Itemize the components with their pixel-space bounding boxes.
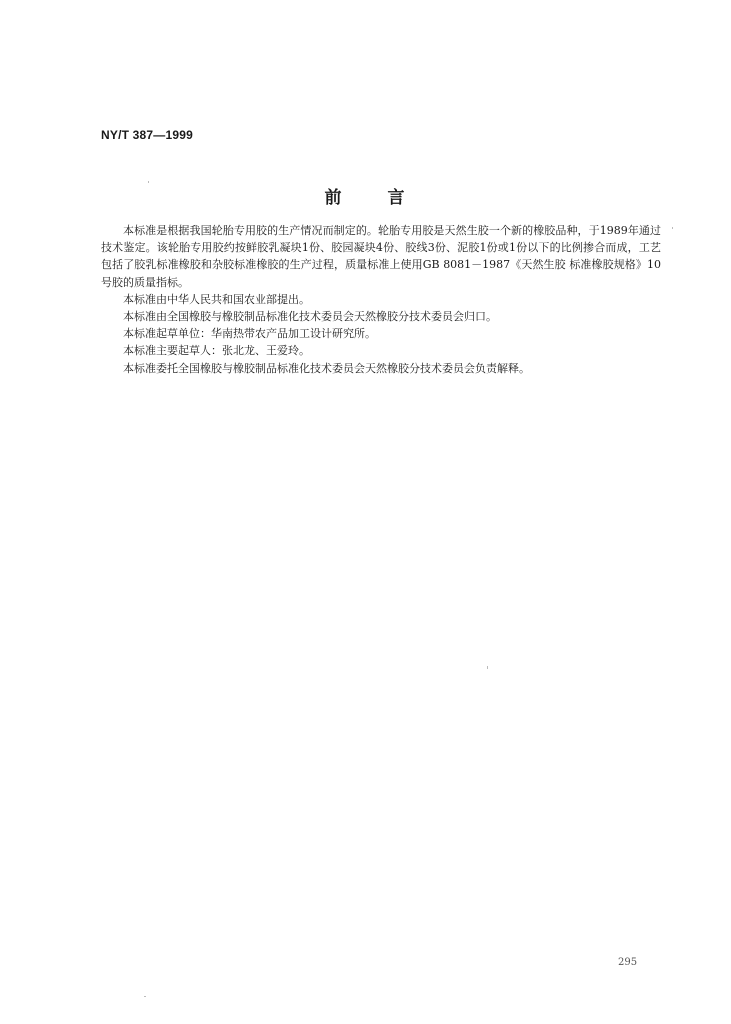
scan-speck [487,666,488,669]
paragraph-committee: 本标准由全国橡胶与橡胶制品标准化技术委员会天然橡胶分技术委员会归口。 [123,310,497,324]
standard-code: NY/T 387—1999 [101,128,193,142]
paragraph-intro: 本标准是根据我国轮胎专用胶的生产情况而制定的。轮胎专用胶是天然生胶一个新的橡胶品种，于1989年通过技术鉴定。该轮胎专用胶约按鲜胶乳凝块1份、胶园凝块4份、胶线3份、泥胶1份或1份以下的比例掺合而成，工艺包括了胶乳标准橡胶和杂胶标准橡胶的生产过程，质量标准上使用GB 8081－1987《天然生胶 标准橡胶规格》10号胶的质量指标。 [101,224,661,289]
scan-speck [672,227,673,229]
page-number: 295 [618,957,638,968]
paragraph-proposer: 本标准由中华人民共和国农业部提出。 [123,292,310,306]
foreword-body [101,222,661,377]
paragraph-drafting-unit: 本标准起草单位：华南热带农产品加工设计研究所。 [123,327,376,341]
paragraph-drafters: 本标准主要起草人：张北龙、王爱玲。 [123,344,310,358]
scan-speck [148,181,149,183]
title-char-1: 前 [324,188,344,208]
scan-speck [144,996,146,997]
title-char-2: 言 [387,188,407,208]
page-title [0,183,731,208]
paragraph-interpretation: 本标准委托全国橡胶与橡胶制品标准化技术委员会天然橡胶分技术委员会负责解释。 [123,361,530,375]
